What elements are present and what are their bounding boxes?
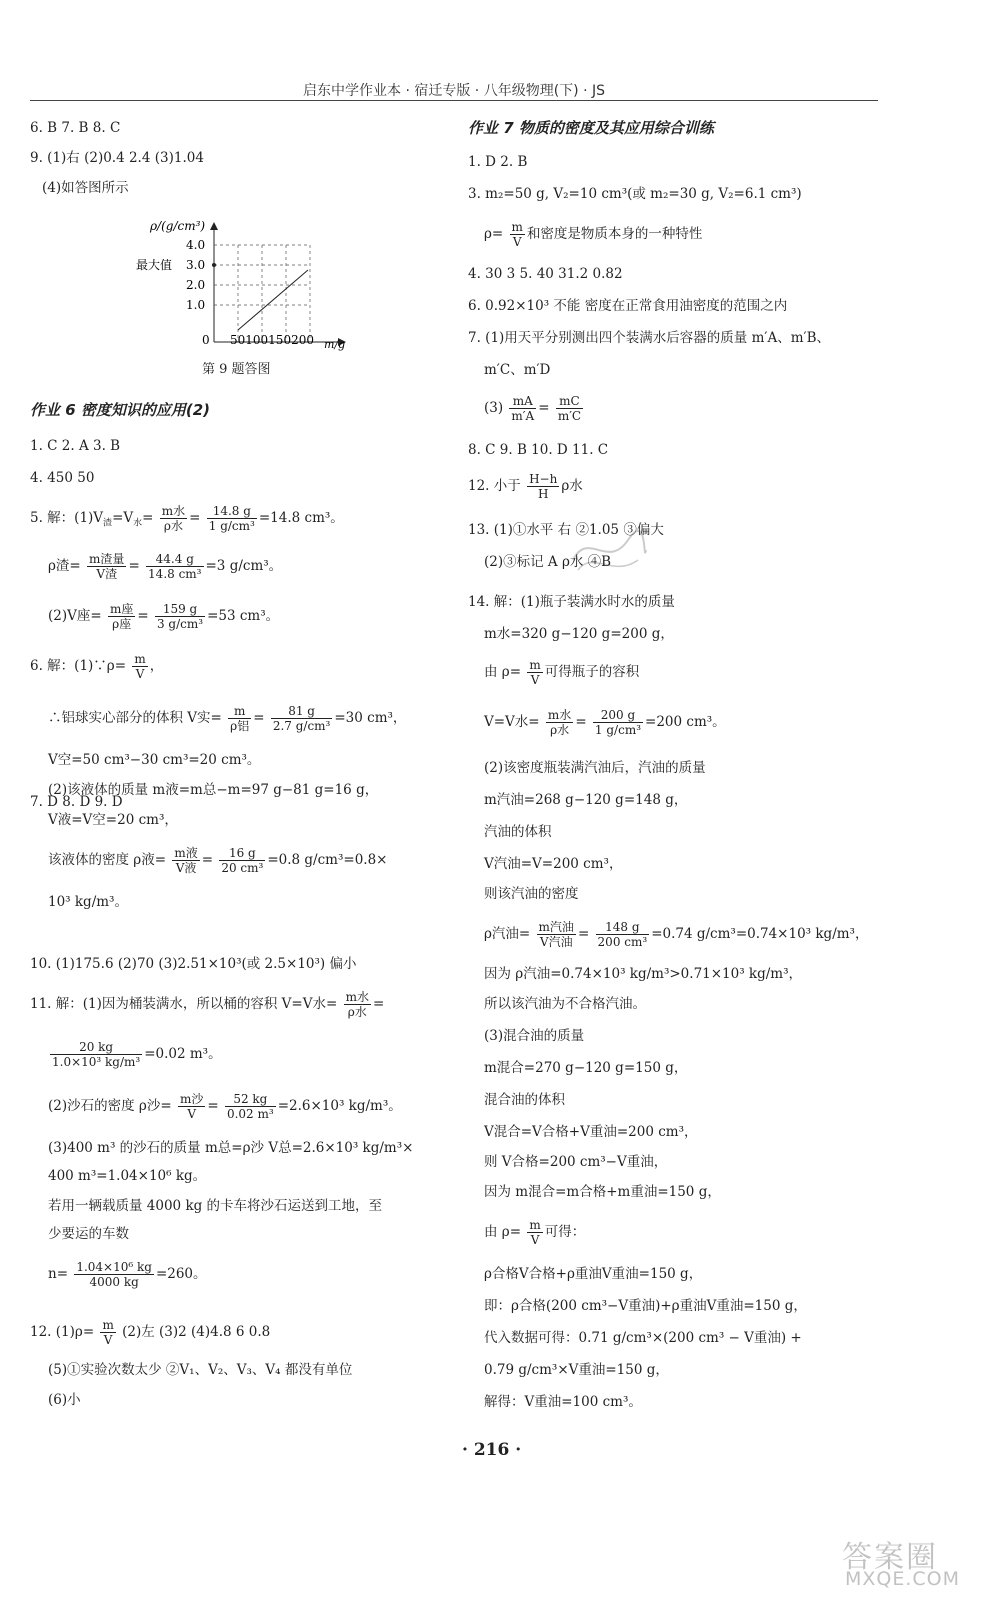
- eq-text: ρ渣=: [48, 558, 81, 574]
- fraction: [87, 552, 126, 581]
- eq-text: ∴铝球实心部分的体积 V实=: [48, 710, 222, 726]
- denominator: m′C: [557, 409, 582, 423]
- eq-text: =30 cm³，: [334, 710, 407, 726]
- answer-line: 0.79 g/cm³×V重油=150 g，: [484, 1362, 669, 1378]
- equation-line: [484, 220, 702, 249]
- answer-line: 则该汽油的密度: [484, 886, 579, 902]
- answer-line: (5)①实验次数太少 ②V₁、V₂、V₃、V₄ 都没有单位: [48, 1362, 353, 1378]
- eq-text: =0.02 m³。: [144, 1046, 222, 1062]
- equation-line: [30, 504, 344, 534]
- graph-caption: 第 9 题答图: [202, 362, 271, 377]
- numerator: 1.04×10⁶ kg: [76, 1260, 152, 1274]
- answer-line: (4)如答图所示: [42, 180, 129, 196]
- answer-line: (2)该液体的质量 m液=m总−m=97 g−81 g=16 g，: [48, 782, 379, 798]
- fraction: [546, 708, 573, 737]
- ytick-1: 1.0: [186, 298, 206, 312]
- numerator: 159 g: [155, 602, 205, 617]
- answer-line: 4. 450 50: [30, 470, 95, 486]
- answer-line: (2)该密度瓶装满汽油后，汽油的质量: [484, 760, 706, 776]
- answer-line: 7. (1)用天平分别测出四个装满水后容器的质量 m′A、m′B、: [468, 330, 830, 346]
- numerator: 20 kg: [50, 1040, 142, 1055]
- answer-line: 3. m₂=50 g, V₂=10 cm³(或 m₂=30 g, V₂=6.1 cm³): [468, 186, 802, 202]
- equation-line: [30, 990, 384, 1019]
- fraction: [132, 652, 147, 681]
- eq-text: =: [575, 714, 587, 730]
- ytick-3: 3.0: [186, 258, 206, 272]
- eq-text: 和密度是物质本身的一种特性: [526, 226, 703, 242]
- answer-line: 13. (1)①水平 右 ②1.05 ③偏大: [468, 522, 664, 538]
- denominator: ρ座: [112, 617, 132, 631]
- eq-text: 11. 解：(1)因为桶装满水，所以桶的容积 V=V水=: [30, 996, 338, 1012]
- fraction: [527, 1218, 542, 1247]
- equation-line: [484, 920, 868, 949]
- equation-line: [48, 846, 387, 875]
- answer-line: V混合=V合格+V重油=200 cm³，: [484, 1124, 698, 1140]
- numerator: m: [228, 704, 251, 719]
- eq-text: =: [577, 926, 590, 942]
- denominator: ρ铝: [230, 719, 250, 733]
- answer-line: m混合=270 g−120 g=150 g，: [484, 1060, 688, 1076]
- answer-line: 14. 解：(1)瓶子装满水时水的质量: [468, 594, 675, 610]
- answer-line: m′C、m′D: [484, 362, 551, 378]
- denominator: V: [512, 235, 522, 249]
- numerator: H−h: [529, 472, 558, 486]
- denominator: 3 g/cm³: [156, 617, 204, 631]
- numerator: m: [529, 658, 541, 672]
- denominator: 0.02 m³: [226, 1107, 274, 1121]
- answer-line: (3)混合油的质量: [484, 1028, 585, 1044]
- running-header: 启东中学作业本 · 宿迁专版 · 八年级物理(下) · JS: [303, 83, 605, 99]
- answer-line: 因为 ρ汽油=0.74×10³ kg/m³>0.71×10³ kg/m³，: [484, 966, 803, 982]
- origin-label: 0: [202, 333, 210, 347]
- eq-text: 5. 解：(1)V: [30, 510, 104, 526]
- page-number: · 216 ·: [462, 1440, 522, 1460]
- numerator: 16 g: [219, 846, 265, 861]
- eq-text: 由 ρ=: [484, 1224, 522, 1240]
- eq-text: =0.74 g/cm³=0.74×10³ kg/m³，: [651, 926, 869, 942]
- numerator: m座: [109, 602, 134, 616]
- ytick-4: 4.0: [186, 238, 206, 252]
- numerator: m水: [345, 990, 369, 1004]
- answer-line: ρ合格V合格+ρ重油V重油=150 g，: [484, 1266, 703, 1282]
- answer-line: 1. D 2. B: [468, 154, 528, 170]
- fraction: [344, 990, 371, 1019]
- eq-text: =: [207, 1098, 219, 1114]
- answer-line: 代入数据可得：0.71 g/cm³×(200 cm³ − V重油) +: [484, 1330, 802, 1346]
- denominator: 1 g/cm³: [208, 519, 255, 533]
- eq-text: 由 ρ=: [484, 664, 522, 680]
- eq-text: V=V水=: [484, 714, 540, 730]
- eq-text: (3): [484, 400, 504, 416]
- equation-line: [48, 552, 282, 581]
- answer-line: (6)小: [48, 1392, 81, 1408]
- numerator: m: [529, 1218, 541, 1232]
- eq-text: =0.8 g/cm³=0.8×: [267, 852, 388, 868]
- answer-line: 若用一辆载质量 4000 kg 的卡车将沙石运送到工地，至: [48, 1198, 383, 1214]
- section-title: 作业 7 物质的密度及其应用综合训练: [468, 119, 714, 137]
- numerator: m水: [161, 504, 186, 518]
- denominator: 20 cm³: [221, 861, 264, 875]
- fraction: [178, 1092, 205, 1121]
- answer-line: 解得：V重油=100 cm³。: [484, 1394, 642, 1410]
- answer-line: 则 V合格=200 cm³−V重油，: [484, 1154, 668, 1170]
- denominator: V液: [175, 861, 197, 875]
- fraction: [100, 1318, 115, 1347]
- answer-line: 400 m³=1.04×10⁶ kg。: [48, 1168, 207, 1184]
- xticks: 50100150200: [230, 333, 314, 347]
- eq-text: 12. 小于: [468, 478, 526, 494]
- denominator: m′A: [511, 409, 535, 423]
- denominator: ρ水: [163, 519, 183, 533]
- fraction: [160, 504, 187, 533]
- equation-line: [48, 704, 406, 733]
- numerator: 148 g: [596, 920, 650, 935]
- answer-line: 少要运的车数: [48, 1226, 129, 1242]
- fraction: [108, 602, 135, 631]
- fraction: [509, 394, 536, 423]
- answer-line: V空=50 cm³−30 cm³=20 cm³。: [48, 752, 261, 768]
- denominator: 4000 kg: [89, 1275, 139, 1289]
- numerator: 200 g: [593, 708, 643, 723]
- max-point: [212, 263, 216, 267]
- fraction: [527, 658, 542, 687]
- eq-sub: 渣: [103, 518, 113, 529]
- density-graph: [136, 219, 350, 351]
- answer-line: (2)③标记 A ρ水 ④B: [484, 554, 612, 570]
- scribble-stamp: [568, 520, 648, 580]
- fraction: [271, 704, 333, 733]
- numerator: m渣量: [89, 552, 125, 566]
- denominator: V: [135, 667, 145, 681]
- eq-text: =260。: [155, 1266, 207, 1282]
- ytick-2: 2.0: [186, 278, 206, 292]
- grid: [214, 245, 310, 342]
- eq-text: =: [142, 510, 154, 526]
- header-rule: [30, 100, 878, 101]
- ytick-max-label: 最大值: [136, 258, 173, 272]
- fraction: [207, 504, 257, 533]
- eq-text: 6. 解：(1)∵ρ=: [30, 658, 127, 674]
- eq-sub: 水: [133, 518, 143, 529]
- eq-text: =14.8 cm³。: [258, 510, 344, 526]
- answer-line: 因为 m混合=m合格+m重油=150 g，: [484, 1184, 721, 1200]
- denominator: V汽油: [539, 935, 573, 949]
- numerator: 14.8 g: [207, 504, 257, 519]
- eq-text: =: [189, 510, 201, 526]
- fraction: [510, 220, 525, 249]
- answer-line: 4. 30 3 5. 40 31.2 0.82: [468, 266, 623, 282]
- denominator: ρ水: [347, 1005, 367, 1019]
- answer-line: V汽油=V=200 cm³，: [484, 856, 623, 872]
- answer-line: 6. B 7. B 8. C: [30, 120, 121, 136]
- eq-text: =: [253, 710, 265, 726]
- watermark-url: MXQE.COM: [845, 1568, 961, 1590]
- eq-text: =: [137, 608, 149, 624]
- equation-line: [484, 394, 585, 423]
- answer-line: 所以该汽油为不合格汽油。: [484, 996, 646, 1012]
- answer-line: 7. D 8. D 9. D: [30, 794, 123, 810]
- answer-line: 1. C 2. A 3. B: [30, 438, 121, 454]
- denominator: 2.7 g/cm³: [272, 719, 331, 733]
- denominator: H: [537, 487, 549, 501]
- eq-text: ，: [149, 658, 164, 674]
- denominator: ρ水: [550, 723, 570, 737]
- numerator: 44.4 g: [146, 552, 203, 567]
- fraction: [593, 708, 643, 737]
- eq-text: =3 g/cm³。: [205, 558, 283, 574]
- answer-line: 混合油的体积: [484, 1092, 565, 1108]
- answer-line: 汽油的体积: [484, 824, 552, 840]
- denominator: 1 g/cm³: [594, 723, 642, 737]
- graph-xlabel: m/g: [324, 338, 346, 351]
- eq-text: 可得：: [544, 1224, 586, 1240]
- denominator: V: [187, 1107, 196, 1121]
- eq-text: (2)左 (3)2 (4)4.8 6 0.8: [117, 1324, 271, 1340]
- answer-line: 6. 0.92×10³ 不能 密度在正常食用油密度的范围之内: [468, 298, 788, 314]
- fraction: [228, 704, 251, 733]
- eq-text: ρ汽油=: [484, 926, 531, 942]
- equation-line: [48, 1092, 402, 1121]
- section-title: 作业 6 密度知识的应用(2): [30, 401, 211, 419]
- numerator: mC: [556, 394, 583, 409]
- equation-line: [484, 658, 639, 687]
- equation-line: [48, 1260, 207, 1289]
- eq-text: (2)沙石的密度 ρ沙=: [48, 1098, 172, 1114]
- fraction: [155, 602, 205, 631]
- numerator: m汽油: [538, 920, 574, 934]
- answer-line: 10³ kg/m³。: [48, 894, 128, 910]
- answer-line: 10. (1)175.6 (2)70 (3)2.51×10³(或 2.5×10³) 偏小: [30, 956, 357, 972]
- eq-text: 可得瓶子的容积: [544, 664, 640, 680]
- numerator: m: [102, 1318, 114, 1332]
- eq-text: (2)V座=: [48, 608, 102, 624]
- answer-line: V液=V空=20 cm³，: [48, 812, 178, 828]
- fraction: [225, 1092, 276, 1121]
- numerator: m液: [174, 846, 198, 860]
- equation-line: [30, 652, 163, 681]
- denominator: V: [530, 673, 540, 687]
- denominator: 14.8 cm³: [148, 567, 202, 581]
- answer-line: 8. C 9. B 10. D 11. C: [468, 442, 609, 458]
- fraction: [219, 846, 265, 875]
- numerator: 52 kg: [225, 1092, 276, 1107]
- graph-ylabel: ρ/(g/cm³): [150, 219, 206, 233]
- eq-text: =2.6×10³ kg/m³。: [277, 1098, 402, 1114]
- eq-text: =V: [112, 510, 134, 526]
- eq-text: ρ=: [484, 226, 504, 242]
- numerator: mA: [509, 394, 536, 409]
- equation-line: [30, 1318, 270, 1347]
- answer-line: m水=320 g−120 g=200 g，: [484, 626, 674, 642]
- numerator: m: [511, 220, 523, 234]
- fraction: [74, 1260, 154, 1289]
- fraction: [50, 1040, 142, 1069]
- eq-text: =53 cm³。: [207, 608, 280, 624]
- fraction: [596, 920, 650, 949]
- fraction: [537, 920, 576, 949]
- equation-line: [484, 708, 726, 737]
- eq-text: =200 cm³。: [645, 714, 726, 730]
- denominator: V: [530, 1233, 540, 1247]
- eq-text: ρ水: [561, 478, 583, 494]
- numerator: m: [134, 652, 146, 666]
- y-arrow: [210, 222, 218, 230]
- equation-line: [48, 1040, 222, 1069]
- equation-line: [484, 1218, 585, 1247]
- data-line: [238, 270, 308, 330]
- denominator: V: [103, 1333, 113, 1347]
- watermark-logo-text: 答案圈: [842, 1540, 938, 1575]
- answer-line: m汽油=268 g−120 g=148 g，: [484, 792, 688, 808]
- fraction: [556, 394, 583, 423]
- answer-line: 9. (1)右 (2)0.4 2.4 (3)1.04: [30, 150, 204, 166]
- fraction: [146, 552, 203, 581]
- eq-text: =: [201, 852, 214, 868]
- answer-line: (3)400 m³ 的沙石的质量 m总=ρ沙 V总=2.6×10³ kg/m³×: [48, 1140, 414, 1156]
- eq-text: =: [372, 996, 385, 1012]
- fraction: [527, 472, 559, 501]
- eq-text: n=: [48, 1266, 69, 1282]
- watermark: [820, 1532, 990, 1592]
- eq-text: 12. (1)ρ=: [30, 1324, 95, 1340]
- eq-text: =: [538, 400, 550, 416]
- numerator: m沙: [179, 1092, 204, 1106]
- numerator: 81 g: [271, 704, 333, 719]
- denominator: 200 cm³: [597, 935, 648, 949]
- answer-line: 即：ρ合格(200 cm³−V重油)+ρ重油V重油=150 g，: [484, 1298, 807, 1314]
- equation-line: [48, 602, 279, 631]
- fraction: [172, 846, 199, 875]
- numerator: m水: [547, 708, 572, 722]
- eq-text: 该液体的密度 ρ液=: [48, 852, 167, 868]
- denominator: V渣: [96, 567, 118, 581]
- eq-text: =: [128, 558, 140, 574]
- equation-line: [468, 472, 583, 501]
- denominator: 1.0×10³ kg/m³: [52, 1055, 141, 1069]
